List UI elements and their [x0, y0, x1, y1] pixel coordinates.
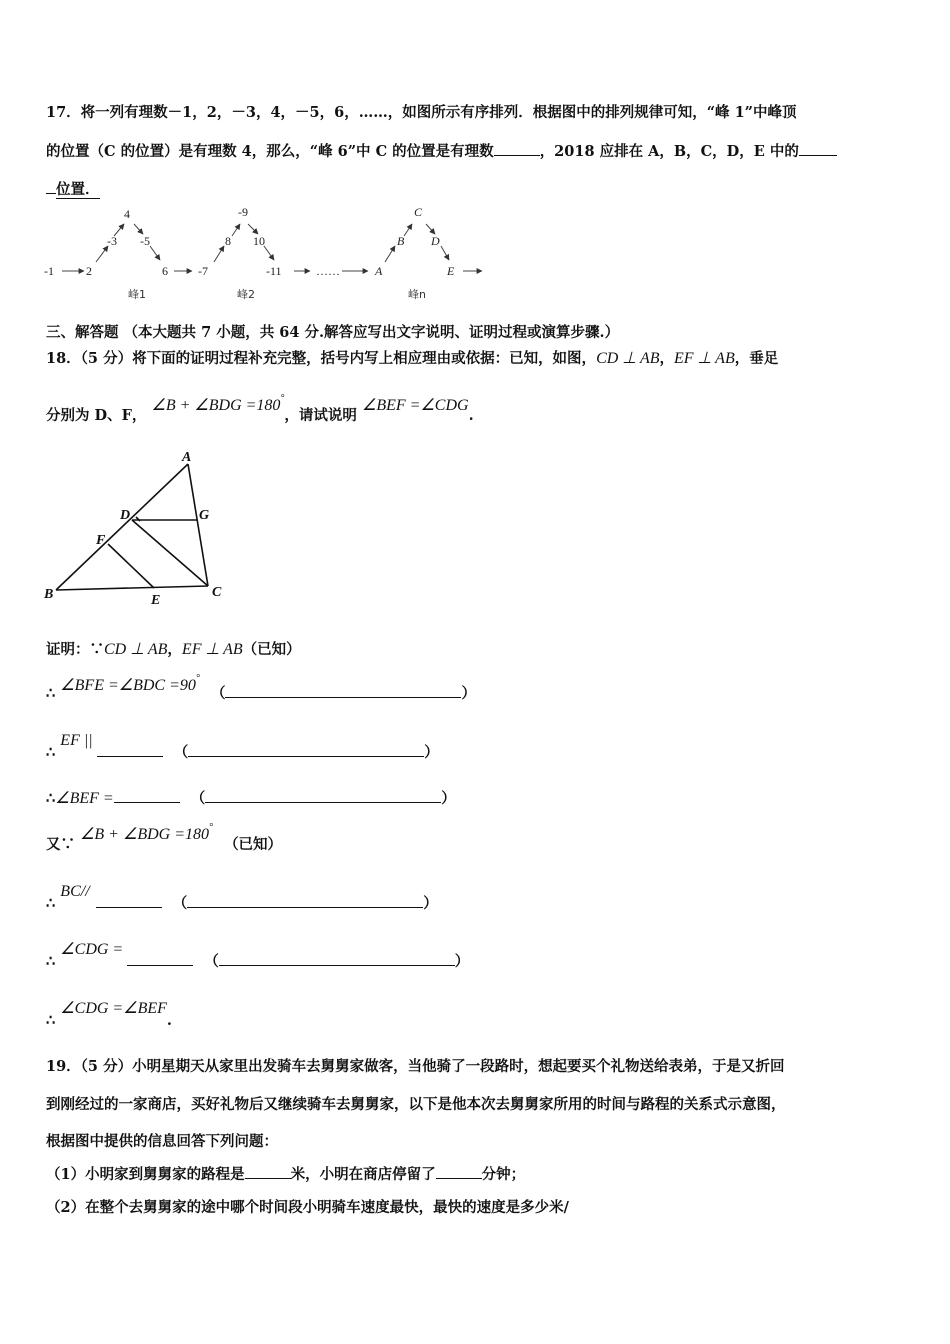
q17-line3 [46, 178, 100, 199]
q18-step7 [46, 1000, 172, 1030]
q18-step1-close: ） [461, 685, 476, 702]
section3-heading: 三、解答题 （本大题共 7 小题，共 64 分.解答应写出文字说明、证明过程或演算步骤.） [46, 324, 620, 341]
q18-step1 [46, 673, 476, 703]
q17-num-6: 6 [162, 264, 168, 278]
q18-triangle-figure [40, 448, 240, 610]
q18-target-angle: ∠BEF =∠CDG [361, 397, 469, 414]
q18-therefore-6: ∴ [46, 953, 56, 970]
q18-step4-expr [80, 822, 213, 843]
q18-fig-b: B [44, 587, 54, 602]
q18-therefore-2: ∴ [46, 744, 56, 761]
q18-step2-close: ） [424, 744, 439, 761]
q18-step2-open: （ [173, 744, 189, 761]
q18-therefore-7: ∴ [46, 1012, 56, 1029]
q17-blank-1[interactable] [494, 141, 540, 156]
q18-proof-comma: ， [167, 641, 182, 658]
q19-sub1-text-c: 分钟； [481, 1166, 526, 1183]
q18-step3-reason-blank[interactable] [205, 788, 441, 803]
q17-peakn-label: 峰n [408, 288, 426, 301]
q18-step3-expr: ∠BEF = [55, 790, 114, 807]
q18-therefore-3: ∴ [46, 790, 56, 807]
q17-peak-figure [40, 202, 500, 304]
q18-period: . [468, 407, 474, 424]
q18-line1 [46, 347, 778, 368]
q18-line1-text: 18．（5 分）将下面的证明过程补充完整，括号内写上相应理由或依据：已知，如图， [46, 350, 597, 367]
q17-num-10: 10 [253, 234, 265, 248]
q17-num-8: 8 [225, 234, 231, 248]
q17-letter-e: E [447, 264, 455, 278]
q18-step2-expr: EF || [60, 732, 93, 749]
q18-step4-degree: ° [209, 822, 213, 833]
q18-step4-text: ∠B + ∠BDG =180 [80, 826, 209, 843]
q18-step7-expr: ∠CDG =∠BEF [60, 1000, 167, 1017]
q18-proof-label: 证明：∵ [46, 641, 104, 658]
q18-also: 又∵ [46, 836, 75, 853]
q18-therefore-1: ∴ [46, 685, 56, 702]
q18-cd-perp-ab: CD ⊥ AB [596, 350, 660, 367]
q19-sub1 [46, 1163, 525, 1184]
q18-line2-text-b: ，请试说明 [284, 407, 357, 424]
q18-fig-a: A [182, 450, 192, 465]
q18-step2-reason-blank[interactable] [188, 742, 424, 757]
q18-step5-reason-blank[interactable] [187, 893, 423, 908]
q17-peak2-label: 峰2 [237, 288, 255, 301]
q18-step5-blank[interactable] [96, 893, 162, 908]
q17-letter-b: B [397, 234, 405, 248]
q18-step5 [46, 883, 438, 913]
q17-num-2: 2 [86, 264, 92, 278]
q18-step1-text: ∠BFE =∠BDC =90 [60, 677, 196, 694]
q18-given-text: ∠B + ∠BDG =180 [151, 397, 281, 414]
q19-line3: 根据图中提供的信息回答下列问题： [46, 1133, 278, 1150]
q18-step3-close: ） [441, 790, 456, 807]
q18-step3 [46, 787, 456, 808]
q18-given-angle [151, 393, 285, 414]
q18-step5-open: （ [172, 895, 188, 912]
q17-letter-d: D [431, 234, 440, 248]
q17-letter-a: A [375, 264, 383, 278]
q18-step6-close: ） [454, 953, 470, 970]
q19-line2: 到刚经过的一家商店，买好礼物后又继续骑车去舅舅家，以下是他本次去舅舅家所用的时间与路程的关系式示意图， [46, 1096, 786, 1113]
q18-fig-c: C [212, 585, 222, 600]
q18-therefore-5: ∴ [46, 895, 56, 912]
q18-step5-close: ） [423, 895, 438, 912]
q18-step4 [46, 822, 283, 854]
q17-blank-2[interactable] [799, 141, 837, 156]
q17-num-n7: -7 [198, 264, 208, 278]
q18-step1-degree: ° [195, 673, 200, 684]
q17-line2 [46, 140, 837, 161]
q18-step6-expr: ∠CDG = [60, 941, 124, 958]
q19-sub1-text-a: （1）小明家到舅舅家的路程是 [46, 1166, 245, 1183]
q18-line1-end: ，垂足 [734, 350, 779, 367]
q18-step2-blank[interactable] [97, 742, 163, 757]
q18-comma: ， [659, 350, 674, 367]
q19-line1: 19．（5 分）小明星期天从家里出发骑车去舅舅家做客，当他骑了一段路时，想起要买个礼物送给表弟，于是又折回 [46, 1058, 785, 1075]
q18-step1-open: （ [210, 685, 226, 702]
q18-step2 [46, 732, 439, 762]
q17-num-n11: -11 [266, 264, 282, 278]
q18-fig-f: F [96, 533, 106, 548]
q17-num-n3: -3 [107, 234, 117, 248]
q18-step4-known: （已知） [224, 836, 283, 853]
q19-sub1-text-b: 米，小明在商店停留了 [290, 1166, 436, 1183]
q18-fig-g: G [199, 508, 210, 523]
q18-step5-expr: BC// [60, 883, 90, 900]
q17-num-n1: -1 [44, 264, 54, 278]
q18-given-degree: ° [280, 393, 285, 404]
q18-step7-period: . [166, 1012, 172, 1029]
q17-blank-2-cont[interactable] [46, 179, 56, 194]
q17-ellipsis: …… [316, 264, 340, 278]
q18-line2 [46, 393, 474, 425]
q18-step1-expr [60, 673, 200, 694]
q18-proof-cd-ab: CD ⊥ AB [104, 641, 168, 658]
q17-line1: 17．将一列有理数－1，2，－3，4，－5，6，……，如图所示有序排列．根据图中的排列规律可知，“峰 1”中峰顶 [46, 104, 797, 121]
q18-step6-reason-blank[interactable] [219, 951, 455, 966]
q18-step6-blank[interactable] [127, 951, 193, 966]
q18-proof-start [46, 638, 301, 659]
q18-fig-e: E [151, 593, 161, 608]
q18-step3-blank[interactable] [114, 788, 180, 803]
q18-fig-d: D [120, 508, 131, 523]
q17-letter-c: C [414, 205, 423, 219]
q18-line2-text: 分别为 D、F， [46, 407, 147, 424]
q17-position-label: 位置． [56, 181, 100, 198]
q18-step3-open: （ [190, 790, 206, 807]
q17-num-n5: -5 [140, 234, 150, 248]
q19-sub2: （2）在整个去舅舅家的途中哪个时间段小明骑车速度最快，最快的速度是多少米/ [46, 1199, 569, 1216]
q18-ef-perp-ab: EF ⊥ AB [673, 350, 735, 367]
q18-step6 [46, 941, 470, 971]
q17-peak1-label: 峰1 [128, 288, 146, 301]
q19-distance-blank[interactable] [245, 1164, 291, 1179]
q18-step6-open: （ [204, 953, 219, 970]
q18-proof-known: （已知） [242, 641, 301, 658]
q17-line2-text: 的位置（C 的位置）是有理数 4，那么，“峰 6”中 C 的位置是有理数 [46, 143, 494, 160]
q17-line2-text-b: ，2018 应排在 A，B，C，D，E 中的 [539, 143, 799, 160]
q17-num-4: 4 [124, 207, 130, 221]
q18-step1-reason-blank[interactable] [225, 683, 461, 698]
q17-num-n9: -9 [238, 205, 248, 219]
q18-proof-ef-ab: EF ⊥ AB [181, 641, 243, 658]
q19-stay-blank[interactable] [436, 1164, 482, 1179]
